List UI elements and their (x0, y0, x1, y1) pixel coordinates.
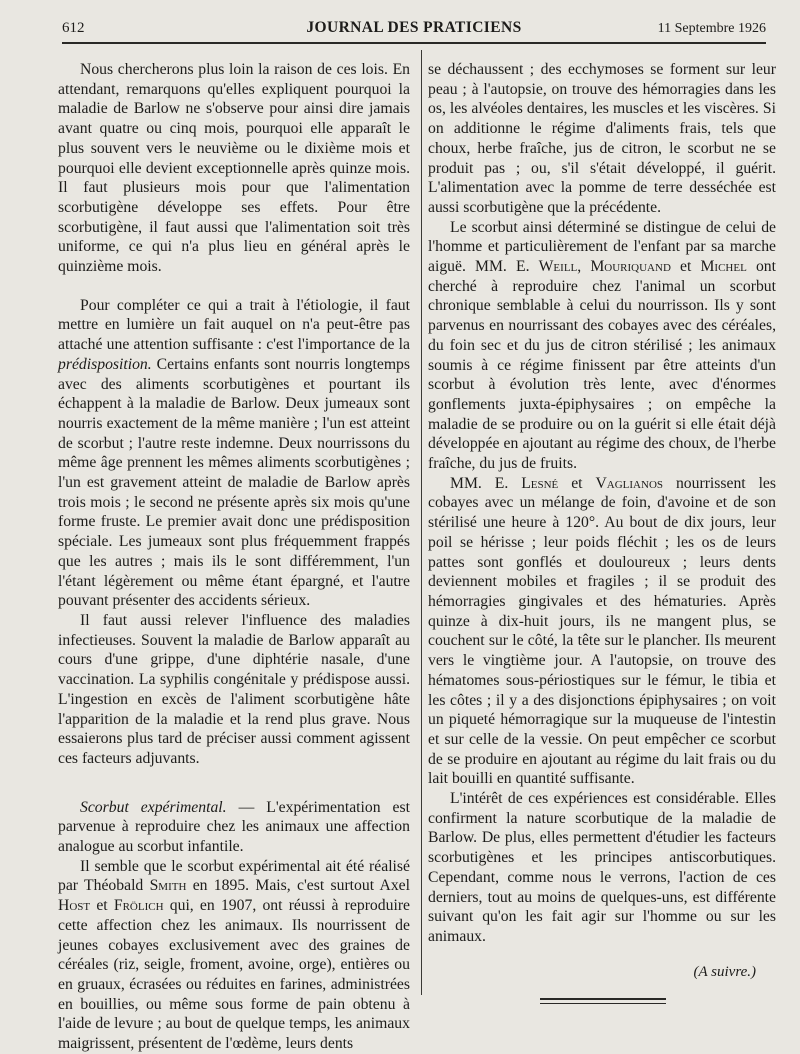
section-title: Scorbut expérimental. (80, 798, 227, 816)
journal-title: JOURNAL DES PRATICIENS (306, 19, 522, 36)
running-header (62, 16, 766, 44)
paragraph: Pour compléter ce qui a trait à l'étiologie, il faut mettre en lumière un fait auquel on n'a peut-être pas attaché une attention suffisante : c'est l'importance de la prédisposition. Certains enfants sont nourris longtemps avec des aliments scorbutigènes et pourtant ils échappent à la maladie de Barlow. Deux jumeaux sont nourris exactement de la même manière ; l'un est atteint de scorbut ; l'autre reste indemne. Deux nourrissons du même âge prennent les mêmes aliments scorbutigènes ; l'un est gravement atteint de maladie de Barlow après trois mois ; le second ne présente après six mois qu'une forme fruste. Le premier avait donc une prédisposition spéciale. Les jumeaux sont plus fréquemment frappés que les autres ; mais ils le sont différemment, l'un l'étant légèrement ou même étant épargné, et l'autre pouvant présenter des accidents sérieux. (58, 296, 410, 610)
paragraph: Il semble que le scorbut expérimental ait été réalisé par Théobald Smith en 1895. Mais, c'est surtout Axel Host et Frölich qui, en 1907, ont réussi à reproduire cette affection chez les animaux. Ils nourrissent de jeunes cobayes exclusivement avec des graines de céréales (riz, seigle, froment, avoine, orge), entières ou en gruaux, écrasées ou réduites en farines, administrées en bouillies, ou même sous forme de pain obtenu à l'aide de levure ; au bout de quelque temps, les animaux maigrissent, présentent de l'œdème, leurs dents (58, 857, 411, 1053)
paragraph: L'intérêt de ces expériences est considérable. Elles confirment la nature scorbutique de la maladie de Barlow. De plus, elles permettent d'étudier les facteurs scorbutigènes et les principes antiscorbutiques. Cependant, comme nous le verrons, l'action de ces derniers, tout au moins de quelques-uns, est différente suivant qu'on les fait agir sur l'homme ou sur les animaux. (428, 790, 776, 945)
author-name: Mouriquand (590, 258, 671, 276)
column-divider (421, 50, 422, 995)
page-number: 612 (62, 20, 85, 36)
left-column (58, 60, 410, 1054)
emphasis: prédisposition. (58, 355, 152, 373)
author-name: Michel (700, 258, 747, 276)
paragraph: Le scorbut ainsi déterminé se distingue de celui de l'homme et particulièrement de l'enfant par sa marche aiguë. MM. E. Weill, Mouriquand et Michel ont cherché à reproduire chez l'animal un scorbut chronique semblable à celui du nourrisson. Ils y sont parvenus en nourrissant des cobayes avec des céréales, du foin sec et du jus de citron stérilisé ; les animaux soumis à ce régime finissent par être atteints d'un scorbut à évolution très lente, avec d'énormes gonflements juxta-épiphysaires ; on empêche la maladie de se produire ou on la guérit si elle était déjà développée en ajoutant au régime des choux, de l'herbe fraîche, du jus de fruits. (428, 218, 777, 473)
paragraph: MM. E. Lesné et Vaglianos nourrissent les cobayes avec un mélange de foin, d'avoine et de son stérilisé une heure à 120°. Au bout de dix jours, leur poil se hérisse ; leur poids fléchit ; les os de leurs pattes sont gonflés et douloureux ; leurs dents deviennent mobiles et fragiles ; il se produit des hémorragies gingivales et des hématuries. Après quinze à dix-huit jours, ils ne mangent plus, se couchent sur le côté, la tête sur le plancher. Ils meurent vers le vingtième jour. A l'autopsie, on trouve des hématomes sous-périostiques sur le fémur, le tibia et les côtes ; il y a des disjonctions épiphysaires ; on voit un piqueté hémorragique sur la muqueuse de l'intestin et sur celle de la vessie. On peut empêcher ce scorbut de se produire en ajoutant au régime du lait frais ou du lait bouilli en quantité suffisante. (428, 474, 777, 788)
author-name: Frölich (113, 897, 164, 915)
author-name: Lesné (521, 474, 559, 492)
author-name: Vaglianos (595, 474, 664, 492)
paragraph: Il faut aussi relever l'influence des maladies infectieuses. Souvent la maladie de Barlow apparaît au cours d'une grippe, d'une diphtérie nasale, d'une vaccination. La syphilis congénitale y prédispose aussi. L'ingestion en excès de l'aliment scorbutigène hâte l'apparition de la maladie et la rend plus grave. Nous essaierons plus tard de préciser aussi comment agissent ces facteurs adjuvants. (58, 611, 410, 767)
end-rule (540, 998, 666, 1004)
paragraph: se déchaussent ; des ecchymoses se forment sur leur peau ; à l'autopsie, on trouve des hémorragies dans les os, les alvéoles dentaires, les muscles et les viscères. Si on additionne le régime d'aliments frais, tels que choux, herbe fraîche, jus de citron, le scorbut ne se produit pas ; ou, s'il s'était développé, il guérit. L'alimentation avec la pomme de terre desséchée est aussi scorbutigène que la précédente. (428, 61, 776, 216)
author-name: Host (58, 897, 91, 915)
right-column (428, 60, 776, 1004)
to-be-continued: (A suivre.) (693, 963, 756, 980)
paragraph: Nous chercherons plus loin la raison de ces lois. En attendant, remarquons qu'elles expliquent pourquoi la maladie de Barlow ne s'observe pour ainsi dire jamais avant quatre ou cinq mois, pourquoi elle apparaît le plus souvent vers le neuvième ou le dixième mois et pourquoi elle devient exceptionnelle après quinze mois. Il faut plusieurs mois pour que l'alimentation scorbutigène développe ses effets. Pour être scorbutigène, il faut aussi que l'alimentation soit très uniforme, ce qui n'a plus lieu en général après le quinzième mois. (58, 61, 410, 276)
author-name: Weill (538, 258, 578, 276)
section-paragraph: Scorbut expérimental. — L'expérimentation est parvenue à reproduire chez les animaux une affection analogue au scorbut infantile. (58, 798, 410, 856)
issue-date: 11 Septembre 1926 (657, 21, 766, 36)
author-name: Smith (149, 877, 187, 895)
